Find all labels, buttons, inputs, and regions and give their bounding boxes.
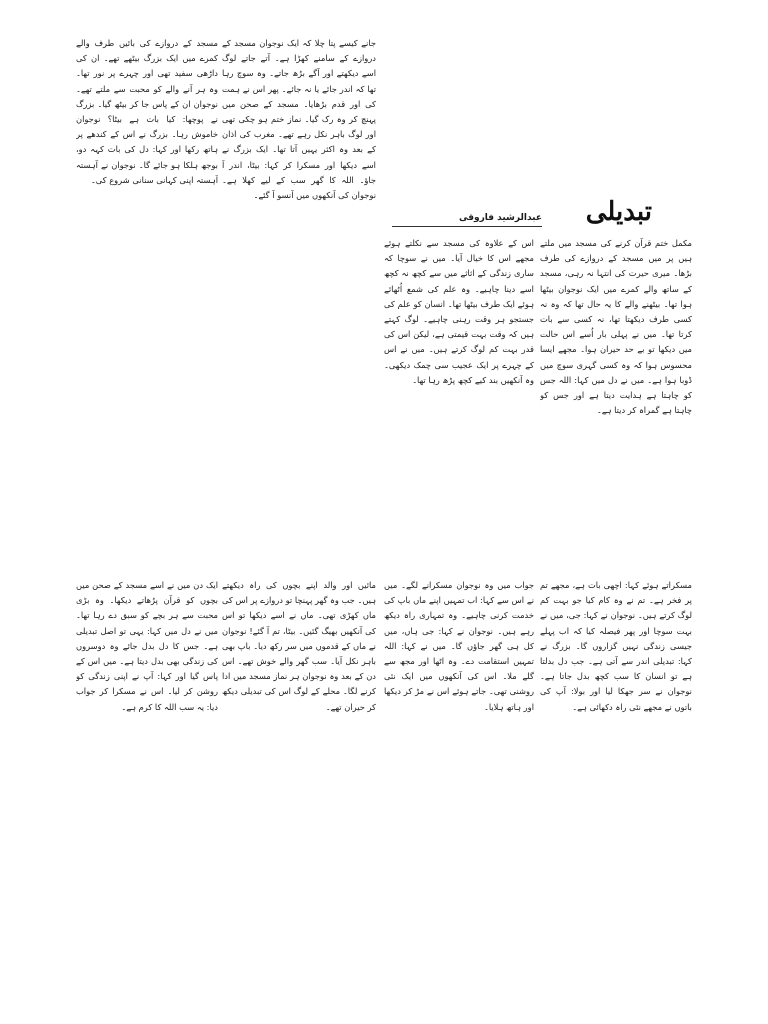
text-column-bottom-left-2 <box>76 578 218 1012</box>
paragraph: مائیں اور والد اپنے بچوں کی راہ دیکھتے ہیں۔ جب وہ گھر پہنچا تو دروازے پر اس کی ماں کھڑی تھی۔ ماں نے اسے دیکھا تو اس کی آنکھیں بھیگ گئیں۔ بیٹا، تم آ گئے! نوجوان نے ماں کے قدموں میں سر رکھ دیا۔ باپ بھی باہر نکل آیا۔ سب گھر والے خوش تھے۔ اس دن کے بعد وہ نوجوان ہر نماز مسجد میں ادا کرنے لگا۔ محلے کے لوگ اس کی تبدیلی دیکھ کر حیران تھے۔ <box>222 580 376 712</box>
paragraph: اس کے علاوہ کی مسجد سے نکلتے ہوئے مجھے اس کا خیال آیا۔ میں نے سوچا کہ ساری زندگی کے اثاثے میں سے کچھ نہ کچھ اسے دینا چاہیے۔ وہ علم کی شمع اُٹھائے ہوئے ایک طرف بیٹھا تھا۔ انسان کو علم کی جستجو ہر وقت رہنی چاہیے۔ لوگ کہتے ہیں کہ وقت بہت قیمتی ہے، لیکن اس کی قدر بہت کم لوگ کرتے ہیں۔ میں نے اس کے چہرے پر ایک عجیب سی چمک دیکھی۔ وہ آنکھیں بند کیے کچھ پڑھ رہا تھا۔ <box>384 238 534 385</box>
paragraph: مسجد کے دروازے کی بائیں طرف والے کمرے میں ایک بزرگ بیٹھے تھے۔ ان کی داڑھی سفید تھی اور چہرے پر نور تھا۔ وہ ہر آنے والے کو محبت سے ملتے تھے۔ نوجوان ان کے پاس جا کر بیٹھ گیا۔ بزرگ نے پوچھا: کیا بات ہے بیٹا؟ نوجوان خاموش رہا۔ بزرگ نے اس کے کندھے پر ہاتھ رکھا اور کہا: دل کی بات کہہ دو، بوجھ ہلکا ہو جائے گا۔ نوجوان نے آہستہ آہستہ اپنی کہانی سنانی شروع کی۔ <box>76 38 218 185</box>
paragraph: مکمل ختم قرآن کرنے کی مسجد میں ملتے ہیں پر میں مسجد کے دروازے کی طرف بڑھا۔ میری حیرت کی انتہا نہ رہی، مسجد کے ساتھ والے کمرے میں ایک نوجوان بیٹھا ہوا تھا۔ بیٹھنے والے کا یہ حال تھا کہ وہ نہ کسی طرف دیکھتا تھا، نہ کسی سے بات کرتا تھا۔ میں نے پہلی بار اُسے اس حالت میں دیکھا تو بے حد حیران ہوا۔ مجھے ایسا محسوس ہوا کہ وہ کسی گہری سوچ میں ڈوبا ہوا ہے۔ میں نے دل میں کہا: اللہ جس کو چاہتا ہے ہدایت دیتا ہے اور جس کو چاہتا ہے گمراہ کر دیتا ہے۔ <box>540 238 692 416</box>
text-column-top-right-2 <box>384 236 534 488</box>
text-column-top-left-2 <box>76 36 218 484</box>
paragraph: ایک دن میں نے اسے مسجد کے صحن میں بچوں کو قرآن پڑھاتے دیکھا۔ وہ بڑی محبت سے ہر بچے کو سبق دے رہا تھا۔ میں نے دل میں کہا: یہی تو اصل تبدیلی ہے۔ جس کا دل بدل جائے وہ دوسروں کی زندگی بھی بدل دیتا ہے۔ میں اس کے پاس گیا اور کہا: آپ نے اپنی زندگی کو روشن کر لیا۔ اس نے مسکرا کر جواب دیا: یہ سب اللہ کا کرم ہے۔ <box>76 580 218 712</box>
article-title: تبدیلی <box>585 197 652 227</box>
text-column-bottom-left-1 <box>222 578 376 1012</box>
text-column-top-right-1 <box>540 236 692 488</box>
article-author: عبدالرشید فاروقی <box>392 212 542 227</box>
paragraph: جواب میں وہ نوجوان مسکرانے لگے۔ میں نے اس سے کہا: اب تمہیں اپنے ماں باپ کی خدمت کرنی چاہیے۔ وہ تمہاری راہ دیکھ رہے ہیں۔ نوجوان نے کہا: جی ہاں، میں کل ہی گھر جاؤں گا۔ میں نے کہا: اللہ تمہیں استقامت دے۔ وہ اٹھا اور مجھ سے گلے ملا۔ اس کی آنکھوں میں ایک نئی روشنی تھی۔ جاتے ہوئے اس نے مڑ کر دیکھا اور ہاتھ ہلایا۔ <box>384 580 534 712</box>
text-column-top-left-1 <box>222 36 376 484</box>
text-column-bottom-right-2 <box>384 578 534 1012</box>
paragraph: جانے کیسے پتا چلا کہ ایک نوجوان مسجد کے دروازے کے سامنے کھڑا ہے۔ آتے جاتے لوگ اسے دیکھتے اور آگے بڑھ جاتے۔ وہ سوچ رہا تھا کہ اندر جائے یا نہ جائے۔ پھر اس نے ہمت کی اور قدم بڑھایا۔ مسجد کے صحن میں پہنچ کر وہ رک گیا۔ نماز ختم ہو چکی تھی اور لوگ باہر نکل رہے تھے۔ مغرب کی اذان کے بعد وہ اکثر یہیں آتا تھا۔ ایک بزرگ نے اسے دیکھا اور مسکرا کر کہا: بیٹا، اندر آ جاؤ۔ اللہ کا گھر سب کے لیے کھلا ہے۔ نوجوان کی آنکھوں میں آنسو آ گئے۔ <box>222 38 376 201</box>
text-column-bottom-right-1 <box>540 578 692 1012</box>
paragraph: مسکراتے ہوئے کہا: اچھی بات ہے، مجھے تم پر فخر ہے۔ تم نے وہ کام کیا جو بہت کم لوگ کرتے ہیں۔ نوجوان نے کہا: جی، میں نے بہت سوچا اور پھر فیصلہ کیا کہ اب پہلے جیسی زندگی نہیں گزاروں گا۔ بزرگ نے کہا: تبدیلی اندر سے آتی ہے۔ جب دل بدلتا ہے تو انسان کا سب کچھ بدل جاتا ہے۔ نوجوان نے سر جھکا لیا اور بولا: آپ کی باتوں نے مجھے نئی راہ دکھائی ہے۔ <box>540 580 692 712</box>
